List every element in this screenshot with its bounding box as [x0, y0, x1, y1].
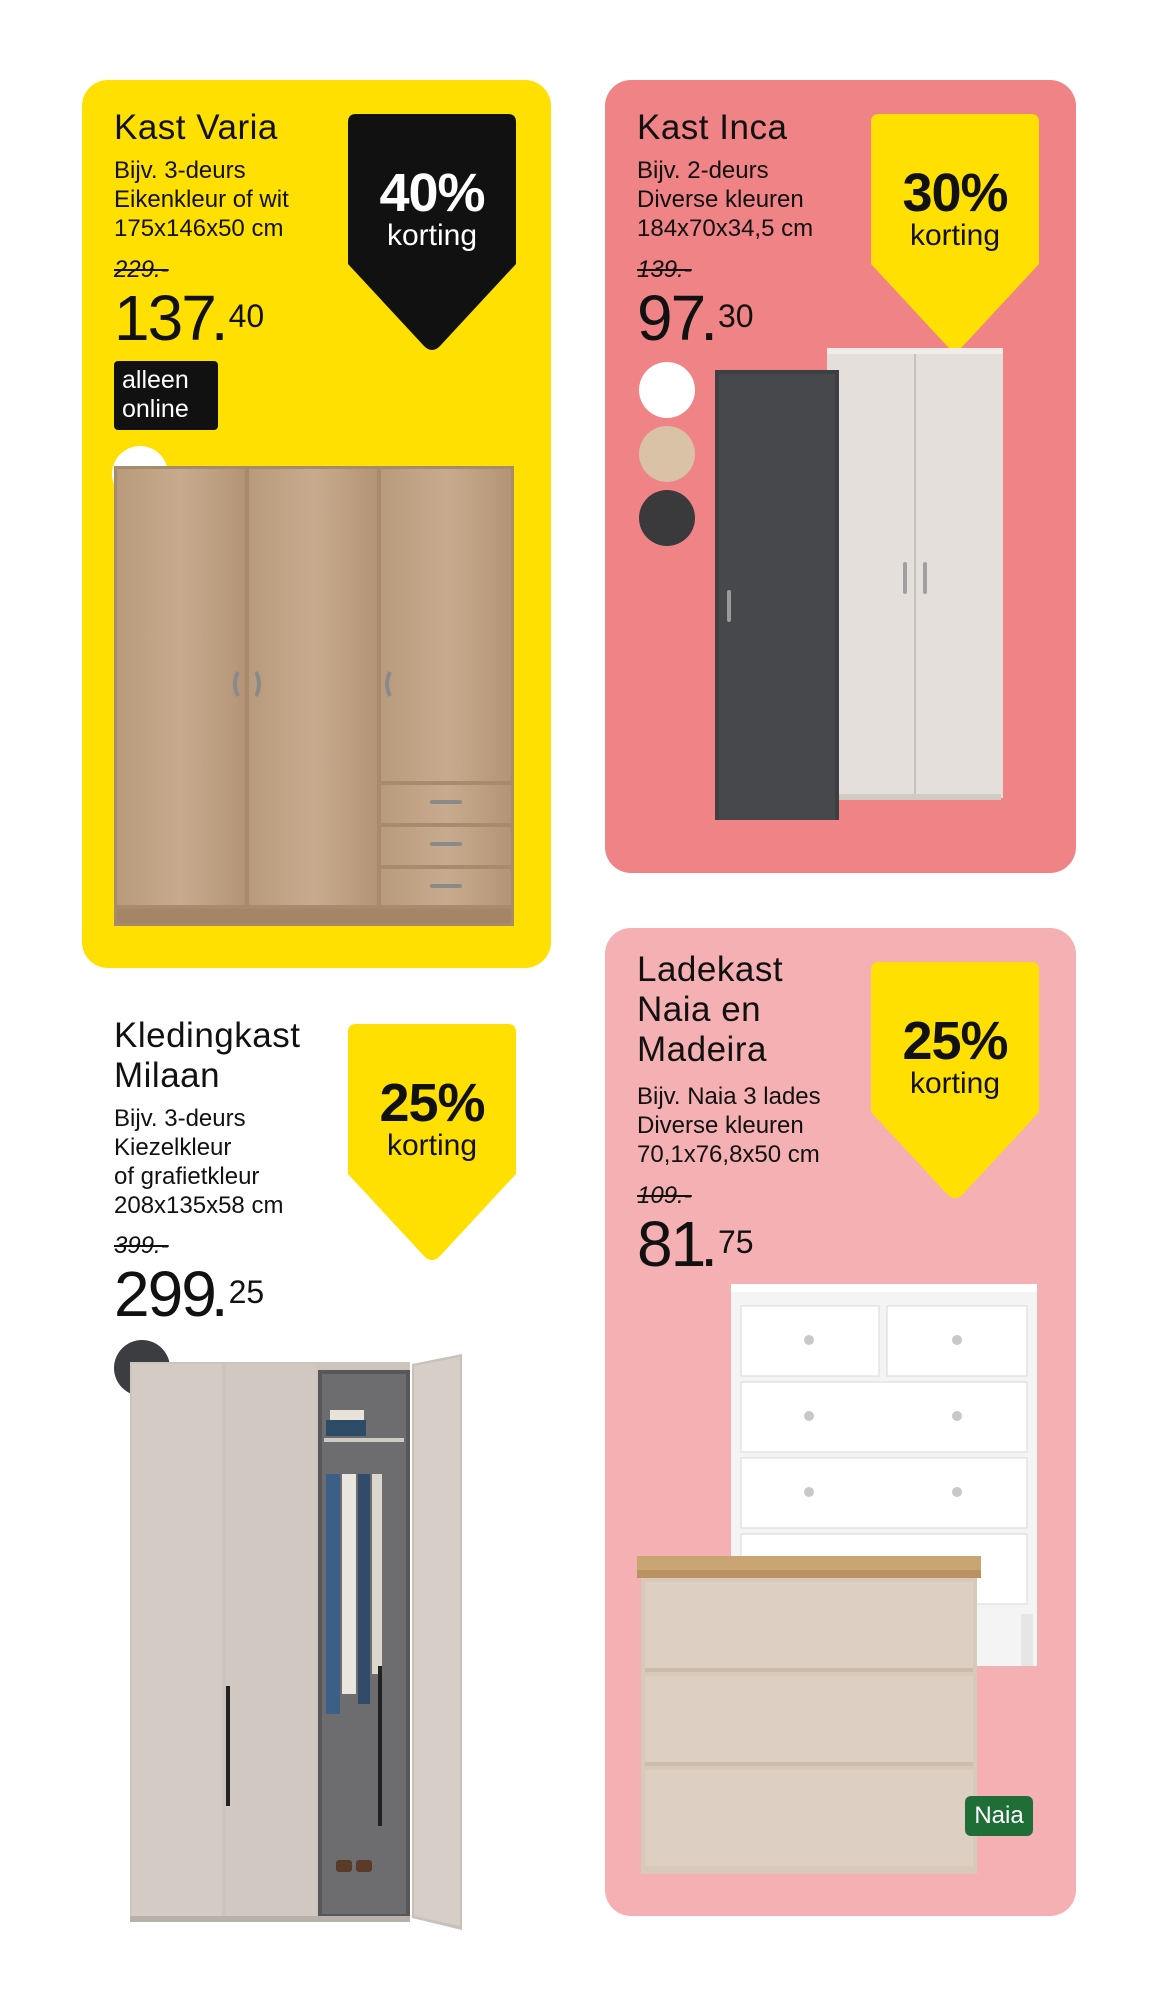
product-title: Kledingkast Milaan	[114, 1016, 301, 1095]
color-swatch-dark-grey[interactable]	[639, 490, 695, 546]
wardrobe-milaan-image	[130, 1350, 510, 1950]
old-price: 109.-	[637, 1182, 692, 1209]
product-specs: Bijv. 3-deurs Kiezelkleur of grafietkleur 208x135x58 cm	[114, 1105, 284, 1219]
product-specs: Bijv. 2-deurs Diverse kleuren 184x70x34,5 cm	[637, 157, 814, 242]
old-price: 229.-	[114, 256, 169, 283]
discount-badge: 40% korting	[348, 114, 516, 354]
color-swatch-oak[interactable]	[639, 426, 695, 482]
discount-badge: 30% korting	[871, 114, 1039, 354]
wardrobe-inca-image	[715, 340, 1015, 820]
product-card-kledingkast-milaan[interactable]	[82, 1000, 552, 1970]
sale-price: 299.25	[114, 1258, 265, 1330]
product-title: Kast Varia	[114, 108, 278, 147]
online-only-badge: alleen online	[114, 361, 218, 430]
product-specs: Bijv. Naia 3 lades Diverse kleuren 70,1x76,8x50 cm	[637, 1083, 821, 1168]
wardrobe-varia-image	[114, 466, 514, 934]
sale-price: 97.30	[637, 282, 754, 354]
product-card-kast-inca[interactable]	[605, 80, 1076, 873]
product-title: Ladekast Naia en Madeira	[637, 950, 784, 1069]
discount-badge: 25% korting	[871, 962, 1039, 1202]
old-price: 399.-	[114, 1232, 169, 1259]
product-card-kast-varia[interactable]	[82, 80, 551, 968]
dresser-naia-madeira-image	[637, 1284, 1047, 1884]
product-tag-naia: Naia	[965, 1796, 1033, 1836]
product-specs: Bijv. 3-deurs Eikenkleur of wit 175x146x50 cm	[114, 157, 289, 242]
old-price: 139.-	[637, 256, 692, 283]
product-card-ladekast-naia-madeira[interactable]	[605, 928, 1076, 1916]
product-title: Kast Inca	[637, 108, 788, 147]
color-swatch-white[interactable]	[639, 362, 695, 418]
sale-price: 81.75	[637, 1208, 754, 1280]
discount-badge: 25% korting	[348, 1024, 516, 1264]
sale-price: 137.40	[114, 282, 265, 354]
